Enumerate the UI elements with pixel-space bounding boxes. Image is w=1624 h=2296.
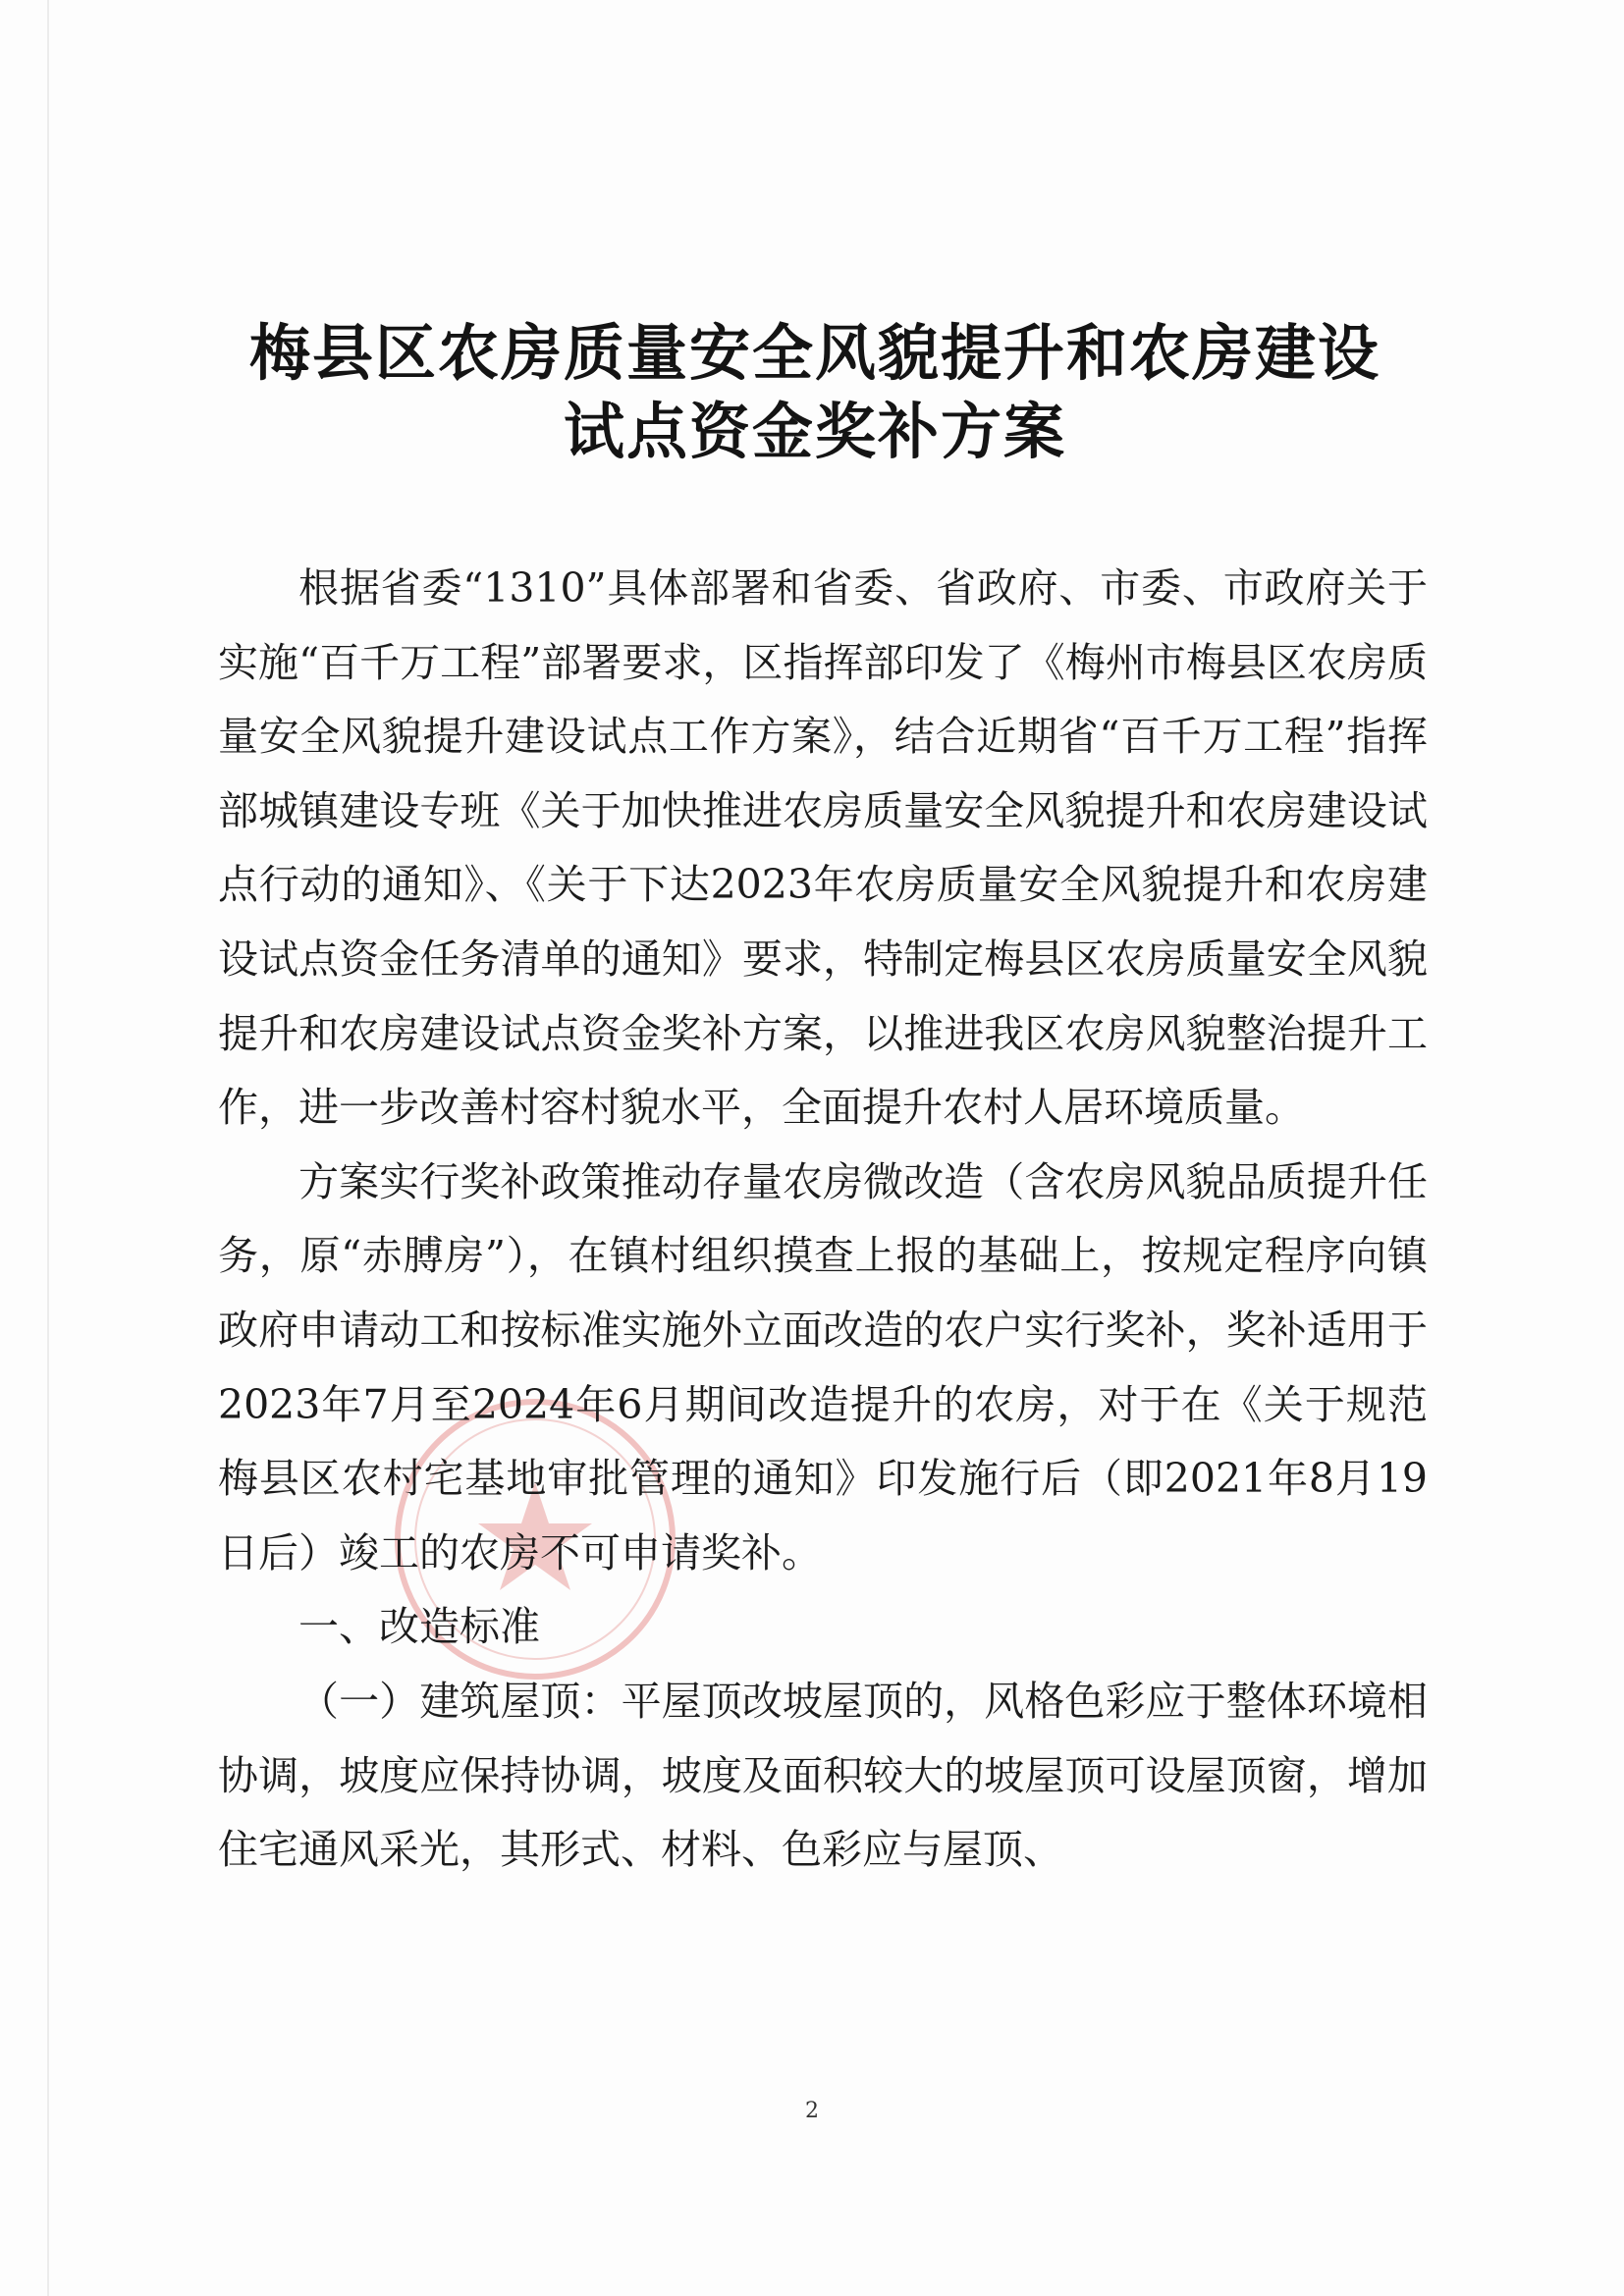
body-paragraph-3: （一）建筑屋顶：平屋顶改坡屋顶的，风格色彩应于整体环境相协调，坡度应保持协调，坡度及面积较大的坡屋顶可设屋顶窗，增加住宅通风采光，其形式、材料、色彩应与屋顶、	[218, 1677, 1428, 1874]
document-title-line-2: 试点资金奖补方案	[563, 396, 1066, 467]
document-title-line-1: 梅县区农房质量安全风貌提升和农房建设	[248, 317, 1380, 389]
document-body	[218, 552, 1428, 1888]
page-number: 2	[805, 2099, 819, 2123]
section-heading-1: 一、改造标准	[298, 1603, 540, 1651]
body-paragraph-2: 方案实行奖补政策推动存量农房微改造（含农房风貌品质提升任务，原“赤膊房”），在镇村组织摸查上报的基础上，按规定程序向镇政府申请动工和按标准实施外立面改造的农户实行奖补，奖补适用于2023年7月至2024年6月期间改造提升的农房，对于在《关于规范梅县区农村宅基地审批管理的通知》印发施行后（即2021年8月19日后）竣工的农房不可申请奖补。	[218, 1157, 1428, 1576]
body-paragraph-1: 根据省委“1310”具体部署和省委、省政府、市委、市政府关于实施“百千万工程”部署要求，区指挥部印发了《梅州市梅县区农房质量安全风貌提升建设试点工作方案》，结合近期省“百千万工程”指挥部城镇建设专班《关于加快推进农房质量安全风貌提升和农房建设试点行动的通知》、《关于下达2023年农房质量安全风貌提升和农房建设试点资金任务清单的通知》要求，特制定梅县区农房质量安全风貌提升和农房建设试点资金奖补方案，以推进我区农房风貌整治提升工作，进一步改善村容村貌水平，全面提升农村人居环境质量。	[218, 564, 1428, 1132]
scan-edge	[47, 0, 49, 2296]
